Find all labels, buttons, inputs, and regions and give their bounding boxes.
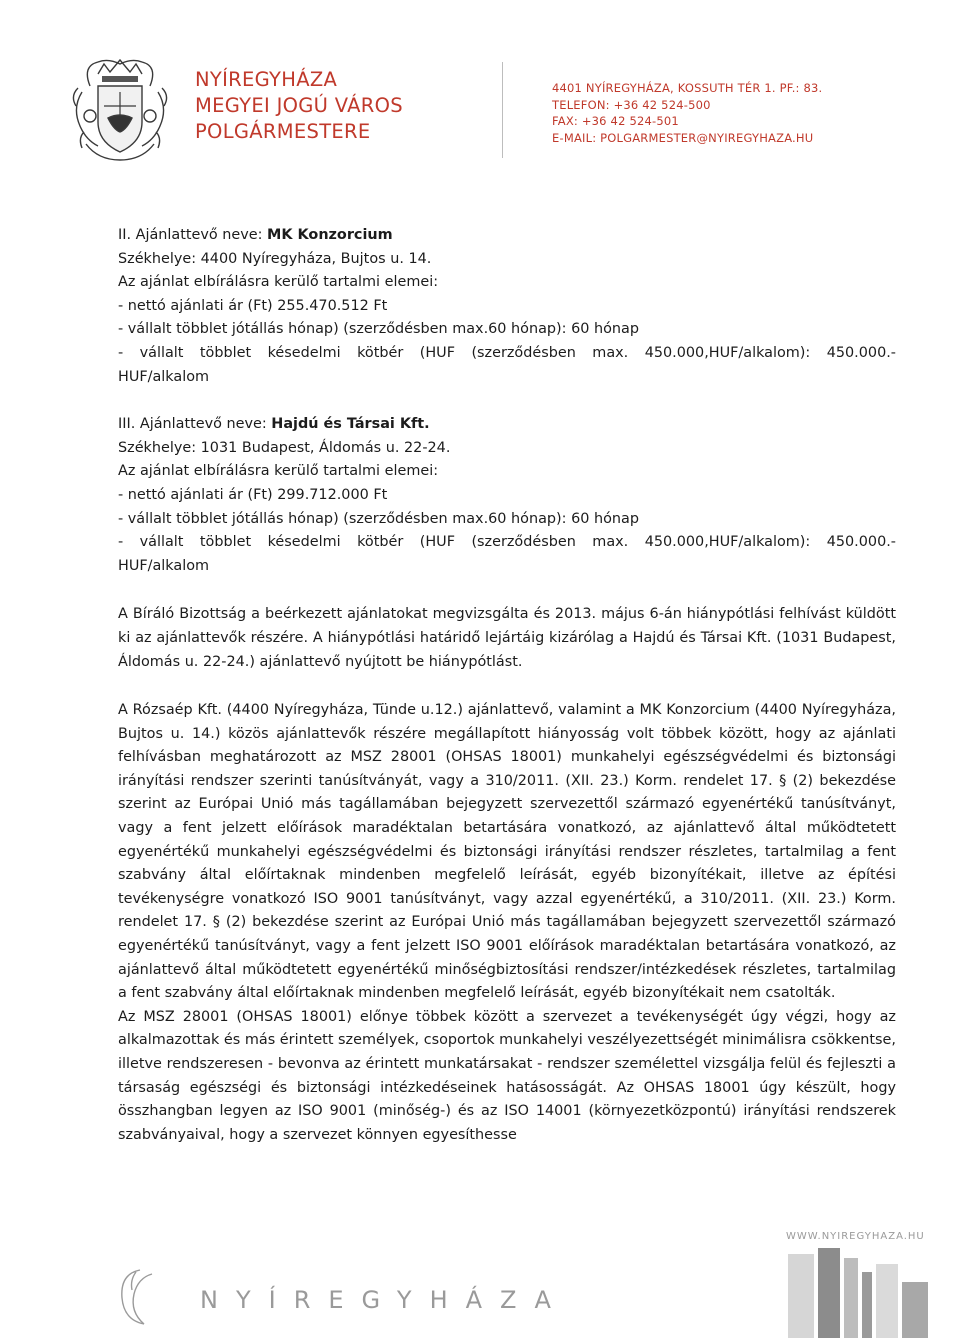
issuer-title-line-2: MEGYEI JOGÚ VÁROS <box>195 94 403 117</box>
bidder-3-name: Hajdú és Társai Kft. <box>271 416 430 433</box>
bidder-2-seat: Székhelye: 4400 Nyíregyháza, Bujtos u. 14. <box>118 250 432 267</box>
footer-decoration <box>788 1248 928 1338</box>
bidder-3-section <box>118 413 896 578</box>
coat-of-arms-icon <box>68 56 172 164</box>
header-divider <box>502 62 503 158</box>
contact-block <box>552 80 822 146</box>
contact-phone: TELEFON: +36 42 524-500 <box>552 97 711 112</box>
bidder-3-penalty-unit: HUF/alkalom <box>118 557 210 574</box>
bidder-2-penalty: - vállalt többlet késedelmi kötbér (HUF (szerződésben max. 450.000,HUF/alkalom): 450.000.- <box>118 344 896 361</box>
issuer-title-line-1: NYÍREGYHÁZA <box>195 68 338 91</box>
bidder-2-warranty: - vállalt többlet jótállás hónap) (szerződésben max.60 hónap): 60 hónap <box>118 321 639 338</box>
standard-paragraph: Az MSZ 28001 (OHSAS 18001) előnye többek között a szervezet a tevékenységét úgy végzi, hogy az alkalmazottak és más érintett személyek, csoportok munkahelyi veszélyezettségét minimálisra csökkentse, illetve rendszeresen - bevonva az érintett munkatársakat - rendszer személettel vizsgálja felül és fejleszti a társaság egészségi és biztonsági intézkedéseinek hatásosságát. Az OHSAS 18001 úgy készült, hogy összhangban legyen az ISO 9001 (minőség-) és az ISO 14001 (környezetközpontú) irányítási rendszerek szabványaival, hogy a szervezet könnyen egyesíthesse <box>118 1008 896 1143</box>
bidder-2-heading <box>118 224 896 248</box>
issuer-title <box>195 67 403 145</box>
document-body <box>118 224 896 1147</box>
city-logo-icon <box>100 1260 210 1332</box>
deficiency-paragraph: A Rózsaép Kft. (4400 Nyíregyháza, Tünde u.12.) ajánlattevő, valamint a MK Konzorcium (4400 Nyíregyháza, Bujtos u. 14.) közös ajánlattevők részére megállapított hiányosság volt többek között, hogy az ajánlati felhívásban meghatározott az MSZ 28001 (OHSAS 18001) munkahelyi egészségvédelmi és biztonsági irányítási rendszer szerinti tanúsítványát, vagy a 310/2011. (XII. 23.) Korm. rendelet 17. § (2) bekezdése szerint az Európai Unió más tagállamában bejegyzett szervezettől származó egyenértékű tanúsítványt, vagy a fent jelzett előírások maradéktalan betartására vonatkozó, az ajánlattevő által működtetett egyenértékű munkahelyi egészségvédelmi és biztonsági irányítási rendszer részletes, tartalmilag a fent szabvány által előírtaknak mindenben megfelelő leírását, egyéb bizonyítékait, illetve az építési tevékenységre vonatkozó ISO 9001 tanúsítványt, vagy azzal egyenértékű, a 310/2011. (XII. 23.) Korm. rendelet 17. § (2) bekezdése szerint az Európai Unió más tagállamában bejegyzett szervezettől származó egyenértékű tanúsítványt, vagy a fent jelzett ISO 9001 előírások maradéktalan betartására vonatkozó, az ajánlattevő által működtetett egyenértékű minőségbiztosítási rendszer/intézkedések részletes, tartalmilag a fent szabvány által előírtaknak mindenben megfelelő leírását, egyéb bizonyítékait nem csatolták. <box>118 702 896 1002</box>
issuer-title-line-3: POLGÁRMESTERE <box>195 120 371 143</box>
bidder-3-price: - nettó ajánlati ár (Ft) 299.712.000 Ft <box>118 486 388 503</box>
bidder-2-name: MK Konzorcium <box>267 227 393 243</box>
footer-website: WWW.NYIREGYHAZA.HU <box>786 1231 925 1242</box>
spacer <box>118 389 896 413</box>
bidder-2-prefix: II. Ajánlattevő neve: <box>118 227 268 243</box>
spacer <box>118 578 896 603</box>
bidder-3-warranty: - vállalt többlet jótállás hónap) (szerződésben max.60 hónap): 60 hónap <box>118 510 639 527</box>
bidder-3-penalty: - vállalt többlet késedelmi kötbér (HUF (szerződésben max. 450.000,HUF/alkalom): 450.000.- <box>118 534 896 551</box>
contact-address: 4401 NYÍREGYHÁZA, KOSSUTH TÉR 1. PF.: 83. <box>552 81 823 95</box>
bidder-3-criteria-intro: Az ajánlat elbírálásra kerülő tartalmi elemei: <box>118 463 439 480</box>
spacer <box>118 674 896 699</box>
footer-city-name: NYÍREGYHÁZA <box>200 1286 569 1314</box>
bidder-3-seat: Székhelye: 1031 Budapest, Áldomás u. 22-24. <box>118 439 451 456</box>
bidder-3-prefix: III. Ajánlattevő neve: <box>118 416 272 433</box>
contact-fax: FAX: +36 42 524-501 <box>552 114 679 128</box>
bidder-2-price: - nettó ajánlati ár (Ft) 255.470.512 Ft <box>118 297 388 314</box>
committee-paragraph: A Bíráló Bizottság a beérkezett ajánlatokat megvizsgálta és 2013. május 6-án hiánypótlási felhívást küldött ki az ajánlattevők részére. A hiánypótlási határidő lejártáig kizárólag a Hajdú és Társai Kft. (1031 Budapest, Áldomás u. 22-24.) ajánlattevő nyújtott be hiánypótlást. <box>118 606 896 670</box>
bidder-2-section <box>118 224 896 389</box>
bidder-2-penalty-unit: HUF/alkalom <box>118 368 210 385</box>
bidder-2-criteria-intro: Az ajánlat elbírálásra kerülő tartalmi elemei: <box>118 274 439 291</box>
contact-email: E-MAIL: POLGARMESTER@NYIREGYHAZA.HU <box>552 130 814 145</box>
bidder-3-heading <box>118 413 896 437</box>
